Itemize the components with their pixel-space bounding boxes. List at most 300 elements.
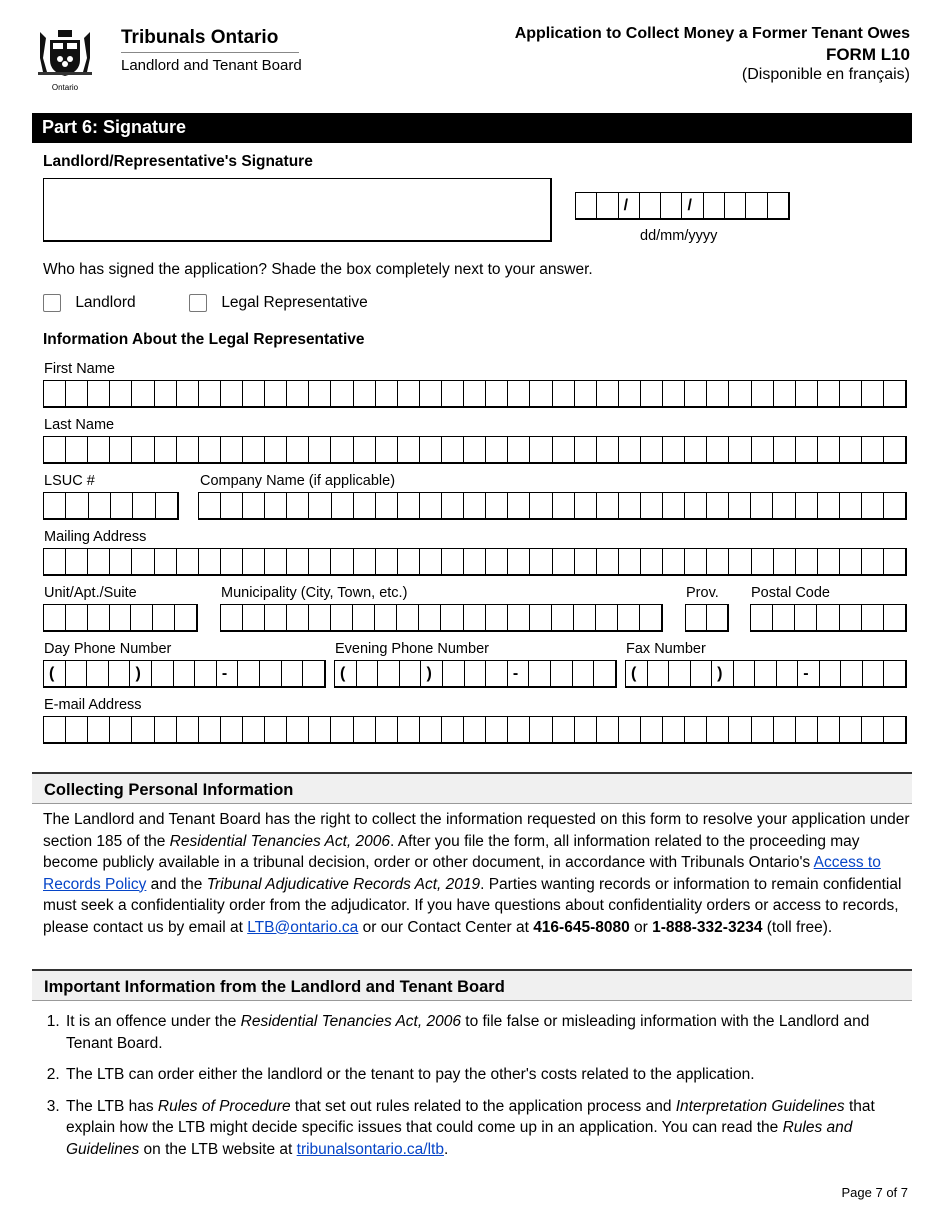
character-box[interactable] [884,493,905,518]
mailing-address-field[interactable] [43,548,907,576]
landlord-checkbox[interactable] [43,294,61,312]
character-box[interactable] [862,717,884,742]
character-box[interactable] [66,661,88,686]
character-box[interactable] [795,605,817,630]
character-box[interactable] [508,381,530,406]
character-box[interactable] [661,193,682,218]
character-box[interactable] [530,437,552,462]
character-box[interactable] [840,717,862,742]
character-box[interactable] [575,493,597,518]
character-box[interactable] [442,549,464,574]
character-box[interactable] [174,661,196,686]
character-box[interactable] [309,717,331,742]
character-box[interactable] [729,493,751,518]
character-box[interactable] [707,605,727,630]
character-box[interactable] [729,381,751,406]
character-box[interactable] [508,717,530,742]
character-box[interactable] [575,717,597,742]
character-box[interactable] [575,437,597,462]
character-box[interactable] [707,549,729,574]
character-box[interactable] [441,605,463,630]
character-box[interactable] [44,717,66,742]
character-box[interactable] [153,605,175,630]
ltb-website-link[interactable]: tribunalsontario.ca/ltb [296,1140,444,1158]
character-box[interactable] [597,549,619,574]
lsuc-field[interactable] [43,492,179,520]
character-box[interactable]: / [682,193,703,218]
character-box[interactable] [707,717,729,742]
character-box[interactable]: - [217,661,239,686]
character-box[interactable] [265,437,287,462]
character-box[interactable] [752,549,774,574]
character-box[interactable] [573,661,595,686]
character-box[interactable] [752,381,774,406]
character-box[interactable]: ( [335,661,357,686]
last-name-field[interactable] [43,436,907,464]
evening-phone-field[interactable] [334,660,617,688]
character-box[interactable] [221,605,243,630]
character-box[interactable] [773,605,795,630]
character-box[interactable] [841,661,863,686]
character-box[interactable] [530,717,552,742]
character-box[interactable] [110,605,132,630]
character-box[interactable] [704,193,725,218]
character-box[interactable] [177,437,199,462]
character-box[interactable] [309,437,331,462]
character-box[interactable] [508,605,530,630]
character-box[interactable] [619,549,641,574]
character-box[interactable] [486,549,508,574]
character-box[interactable] [884,381,905,406]
character-box[interactable] [243,437,265,462]
character-box[interactable] [773,493,795,518]
character-box[interactable]: ) [130,661,152,686]
character-box[interactable] [640,605,661,630]
character-box[interactable]: ) [712,661,734,686]
character-box[interactable] [618,605,640,630]
character-box[interactable] [669,661,691,686]
character-box[interactable] [597,193,618,218]
character-box[interactable] [155,717,177,742]
character-box[interactable]: ( [626,661,648,686]
character-box[interactable] [619,437,641,462]
character-box[interactable] [641,381,663,406]
character-box[interactable] [132,549,154,574]
character-box[interactable] [131,605,153,630]
character-box[interactable] [530,493,552,518]
character-box[interactable] [282,661,304,686]
character-box[interactable] [862,605,884,630]
character-box[interactable] [195,661,217,686]
character-box[interactable] [640,193,661,218]
character-box[interactable]: - [798,661,820,686]
character-box[interactable] [309,493,331,518]
character-box[interactable] [862,493,884,518]
character-box[interactable] [199,717,221,742]
character-box[interactable] [354,493,376,518]
character-box[interactable] [840,605,862,630]
character-box[interactable] [177,381,199,406]
character-box[interactable] [840,493,862,518]
character-box[interactable] [796,717,818,742]
character-box[interactable] [265,549,287,574]
postal-code-field[interactable] [750,604,907,632]
character-box[interactable] [663,717,685,742]
character-box[interactable] [132,437,154,462]
character-box[interactable] [44,605,66,630]
character-box[interactable] [419,605,441,630]
character-box[interactable] [442,717,464,742]
character-box[interactable] [619,717,641,742]
character-box[interactable] [685,437,707,462]
character-box[interactable] [597,437,619,462]
character-box[interactable] [331,717,353,742]
character-box[interactable] [464,717,486,742]
character-box[interactable] [442,381,464,406]
character-box[interactable] [44,437,66,462]
character-box[interactable] [755,661,777,686]
character-box[interactable] [597,717,619,742]
first-name-field[interactable] [43,380,907,408]
character-box[interactable] [87,661,109,686]
character-box[interactable] [685,717,707,742]
character-box[interactable] [774,437,796,462]
character-box[interactable] [378,661,400,686]
access-to-records-link[interactable]: Access to Records Policy [43,854,881,893]
character-box[interactable] [221,717,243,742]
character-box[interactable] [243,717,265,742]
character-box[interactable] [156,493,177,518]
character-box[interactable] [464,381,486,406]
character-box[interactable] [443,661,465,686]
character-box[interactable] [44,549,66,574]
character-box[interactable] [442,437,464,462]
fax-field[interactable] [625,660,907,688]
character-box[interactable] [175,605,196,630]
character-box[interactable] [88,549,110,574]
character-box[interactable] [553,493,575,518]
municipality-field[interactable] [220,604,663,632]
character-box[interactable] [397,605,419,630]
character-box[interactable] [862,437,884,462]
character-box[interactable] [729,437,751,462]
character-box[interactable] [884,549,905,574]
character-box[interactable] [177,717,199,742]
character-box[interactable] [398,381,420,406]
character-box[interactable] [464,605,486,630]
character-box[interactable] [530,549,552,574]
character-box[interactable] [796,381,818,406]
character-box[interactable] [199,493,221,518]
character-box[interactable] [707,493,729,518]
character-box[interactable] [376,381,398,406]
character-box[interactable] [66,381,88,406]
character-box[interactable] [597,493,619,518]
character-box[interactable] [243,549,265,574]
character-box[interactable] [88,717,110,742]
character-box[interactable] [109,661,131,686]
character-box[interactable] [663,549,685,574]
character-box[interactable] [840,549,862,574]
character-box[interactable] [641,549,663,574]
character-box[interactable] [133,493,155,518]
character-box[interactable] [596,605,618,630]
character-box[interactable] [707,381,729,406]
character-box[interactable] [287,493,309,518]
character-box[interactable] [884,437,905,462]
character-box[interactable] [751,493,773,518]
character-box[interactable] [486,381,508,406]
character-box[interactable] [88,605,110,630]
character-box[interactable]: - [508,661,530,686]
character-box[interactable] [486,605,508,630]
character-box[interactable] [818,437,840,462]
character-box[interactable] [774,549,796,574]
character-box[interactable] [729,549,751,574]
character-box[interactable] [376,549,398,574]
character-box[interactable]: / [619,193,640,218]
character-box[interactable] [529,661,551,686]
character-box[interactable] [818,493,840,518]
character-box[interactable] [691,661,713,686]
character-box[interactable] [287,381,309,406]
character-box[interactable] [818,717,840,742]
character-box[interactable] [88,381,110,406]
character-box[interactable] [574,605,596,630]
character-box[interactable] [354,717,376,742]
character-box[interactable] [686,605,707,630]
character-box[interactable] [331,549,353,574]
character-box[interactable] [464,549,486,574]
character-box[interactable] [551,661,573,686]
option-legal-representative[interactable] [189,294,368,312]
character-box[interactable] [486,493,508,518]
character-box[interactable] [884,717,905,742]
character-box[interactable] [287,717,309,742]
character-box[interactable] [575,381,597,406]
character-box[interactable] [155,437,177,462]
character-box[interactable] [265,381,287,406]
character-box[interactable] [155,549,177,574]
character-box[interactable] [44,493,66,518]
ltb-email-link[interactable]: LTB@ontario.ca [247,918,359,936]
character-box[interactable] [309,605,331,630]
character-box[interactable] [648,661,670,686]
character-box[interactable] [464,493,486,518]
character-box[interactable] [66,605,88,630]
option-landlord[interactable] [43,294,136,312]
character-box[interactable] [376,493,398,518]
character-box[interactable] [553,717,575,742]
character-box[interactable] [486,437,508,462]
character-box[interactable] [508,493,530,518]
character-box[interactable] [641,493,663,518]
character-box[interactable] [400,661,422,686]
character-box[interactable] [354,549,376,574]
character-box[interactable] [152,661,174,686]
character-box[interactable] [685,493,707,518]
character-box[interactable] [309,381,331,406]
character-box[interactable] [265,605,287,630]
character-box[interactable] [110,437,132,462]
character-box[interactable] [66,549,88,574]
character-box[interactable] [774,717,796,742]
character-box[interactable] [530,381,552,406]
day-phone-field[interactable] [43,660,326,688]
character-box[interactable] [331,437,353,462]
character-box[interactable] [777,661,799,686]
character-box[interactable] [553,381,575,406]
character-box[interactable] [734,661,756,686]
character-box[interactable] [357,661,379,686]
character-box[interactable] [353,605,375,630]
character-box[interactable] [594,661,615,686]
character-box[interactable] [663,437,685,462]
character-box[interactable] [420,381,442,406]
character-box[interactable] [243,493,265,518]
character-box[interactable] [110,717,132,742]
character-box[interactable] [725,193,746,218]
character-box[interactable] [820,661,842,686]
character-box[interactable] [553,437,575,462]
character-box[interactable] [817,605,839,630]
character-box[interactable] [420,717,442,742]
character-box[interactable] [486,661,508,686]
character-box[interactable] [862,549,884,574]
character-box[interactable] [398,549,420,574]
character-box[interactable] [303,661,324,686]
character-box[interactable] [619,493,641,518]
character-box[interactable] [641,437,663,462]
character-box[interactable] [530,605,552,630]
character-box[interactable]: ) [421,661,443,686]
character-box[interactable] [132,717,154,742]
character-box[interactable] [88,437,110,462]
character-box[interactable] [884,605,905,630]
character-box[interactable] [840,381,862,406]
character-box[interactable] [398,717,420,742]
character-box[interactable] [552,605,574,630]
character-box[interactable] [442,493,464,518]
character-box[interactable] [177,549,199,574]
character-box[interactable] [44,381,66,406]
character-box[interactable] [155,381,177,406]
character-box[interactable] [884,661,905,686]
character-box[interactable] [375,605,397,630]
character-box[interactable] [465,661,487,686]
character-box[interactable] [110,549,132,574]
character-box[interactable] [486,717,508,742]
character-box[interactable] [752,437,774,462]
character-box[interactable] [243,605,265,630]
character-box[interactable] [376,717,398,742]
character-box[interactable] [111,493,133,518]
character-box[interactable] [221,437,243,462]
province-field[interactable] [685,604,729,632]
character-box[interactable] [132,381,154,406]
character-box[interactable] [597,381,619,406]
character-box[interactable] [796,549,818,574]
character-box[interactable] [818,549,840,574]
character-box[interactable] [420,493,442,518]
character-box[interactable] [398,437,420,462]
character-box[interactable] [221,381,243,406]
signature-field[interactable] [43,178,552,242]
character-box[interactable] [508,549,530,574]
character-box[interactable] [287,605,309,630]
character-box[interactable] [862,381,884,406]
character-box[interactable] [619,381,641,406]
character-box[interactable] [354,437,376,462]
character-box[interactable] [376,437,398,462]
character-box[interactable] [796,493,818,518]
character-box[interactable]: ( [44,661,66,686]
email-field[interactable] [43,716,907,744]
character-box[interactable] [398,493,420,518]
character-box[interactable] [768,193,788,218]
character-box[interactable] [796,437,818,462]
character-box[interactable] [685,549,707,574]
character-box[interactable] [576,193,597,218]
character-box[interactable] [508,437,530,462]
character-box[interactable] [331,605,353,630]
legal-representative-checkbox[interactable] [189,294,207,312]
character-box[interactable] [199,437,221,462]
unit-field[interactable] [43,604,198,632]
character-box[interactable] [464,437,486,462]
character-box[interactable] [553,549,575,574]
character-box[interactable] [66,493,88,518]
character-box[interactable] [707,437,729,462]
character-box[interactable] [66,437,88,462]
character-box[interactable] [221,493,243,518]
character-box[interactable] [199,381,221,406]
character-box[interactable] [354,381,376,406]
character-box[interactable] [420,437,442,462]
character-box[interactable] [110,381,132,406]
character-box[interactable] [309,549,331,574]
character-box[interactable] [685,381,707,406]
character-box[interactable] [641,717,663,742]
company-name-field[interactable] [198,492,907,520]
character-box[interactable] [663,493,685,518]
character-box[interactable] [265,717,287,742]
character-box[interactable] [840,437,862,462]
character-box[interactable] [199,549,221,574]
character-box[interactable] [575,549,597,574]
character-box[interactable] [66,717,88,742]
character-box[interactable] [752,717,774,742]
character-box[interactable] [221,549,243,574]
character-box[interactable] [265,493,287,518]
character-box[interactable] [238,661,260,686]
character-box[interactable] [287,549,309,574]
character-box[interactable] [332,493,354,518]
character-box[interactable] [243,381,265,406]
character-box[interactable] [746,193,767,218]
character-box[interactable] [863,661,885,686]
character-box[interactable] [420,549,442,574]
character-box[interactable] [663,381,685,406]
signature-date-field[interactable] [575,192,790,220]
character-box[interactable] [260,661,282,686]
character-box[interactable] [774,381,796,406]
character-box[interactable] [89,493,111,518]
character-box[interactable] [818,381,840,406]
character-box[interactable] [729,717,751,742]
character-box[interactable] [751,605,773,630]
character-box[interactable] [331,381,353,406]
